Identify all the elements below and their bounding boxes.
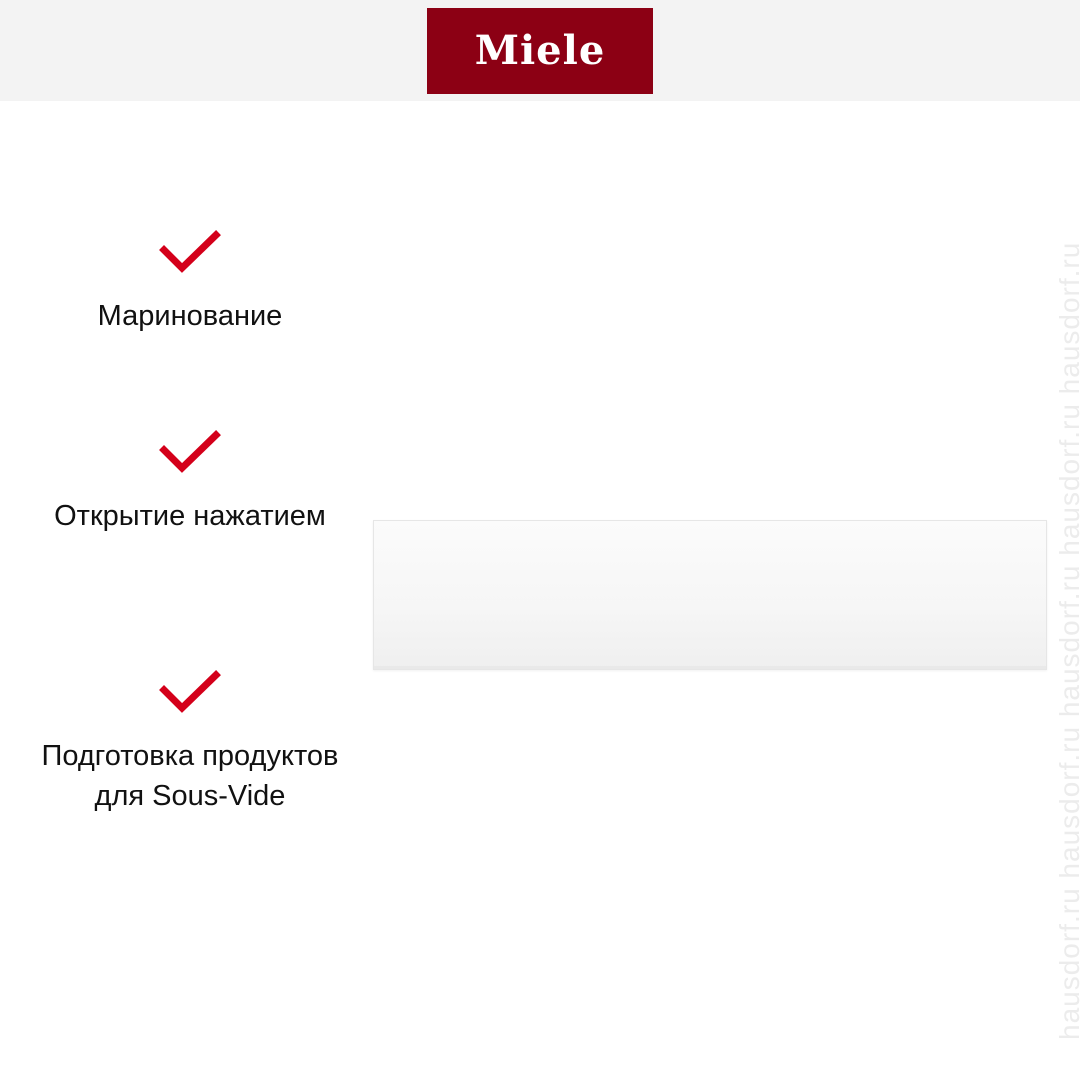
feature-item-sous-vide xyxy=(40,670,340,816)
check-icon xyxy=(160,230,220,274)
feature-label: Подготовка продуктов для Sous-Vide xyxy=(41,740,339,812)
drawer-bottom-edge xyxy=(374,666,1046,669)
check-icon xyxy=(160,670,220,714)
watermark: hausdorf.ru hausdorf.ru hausdorf.ru hausdorf.ru hausdorf.ru xyxy=(1054,241,1085,1040)
check-icon xyxy=(160,430,220,474)
miele-logo xyxy=(427,8,653,94)
feature-label: Маринование xyxy=(97,300,283,332)
feature-item-marinating xyxy=(40,230,340,336)
feature-label: Открытие нажатием xyxy=(54,500,326,532)
logo-text: Miele xyxy=(474,27,606,74)
feature-item-push-open xyxy=(40,430,340,536)
product-drawer-image xyxy=(373,520,1047,670)
